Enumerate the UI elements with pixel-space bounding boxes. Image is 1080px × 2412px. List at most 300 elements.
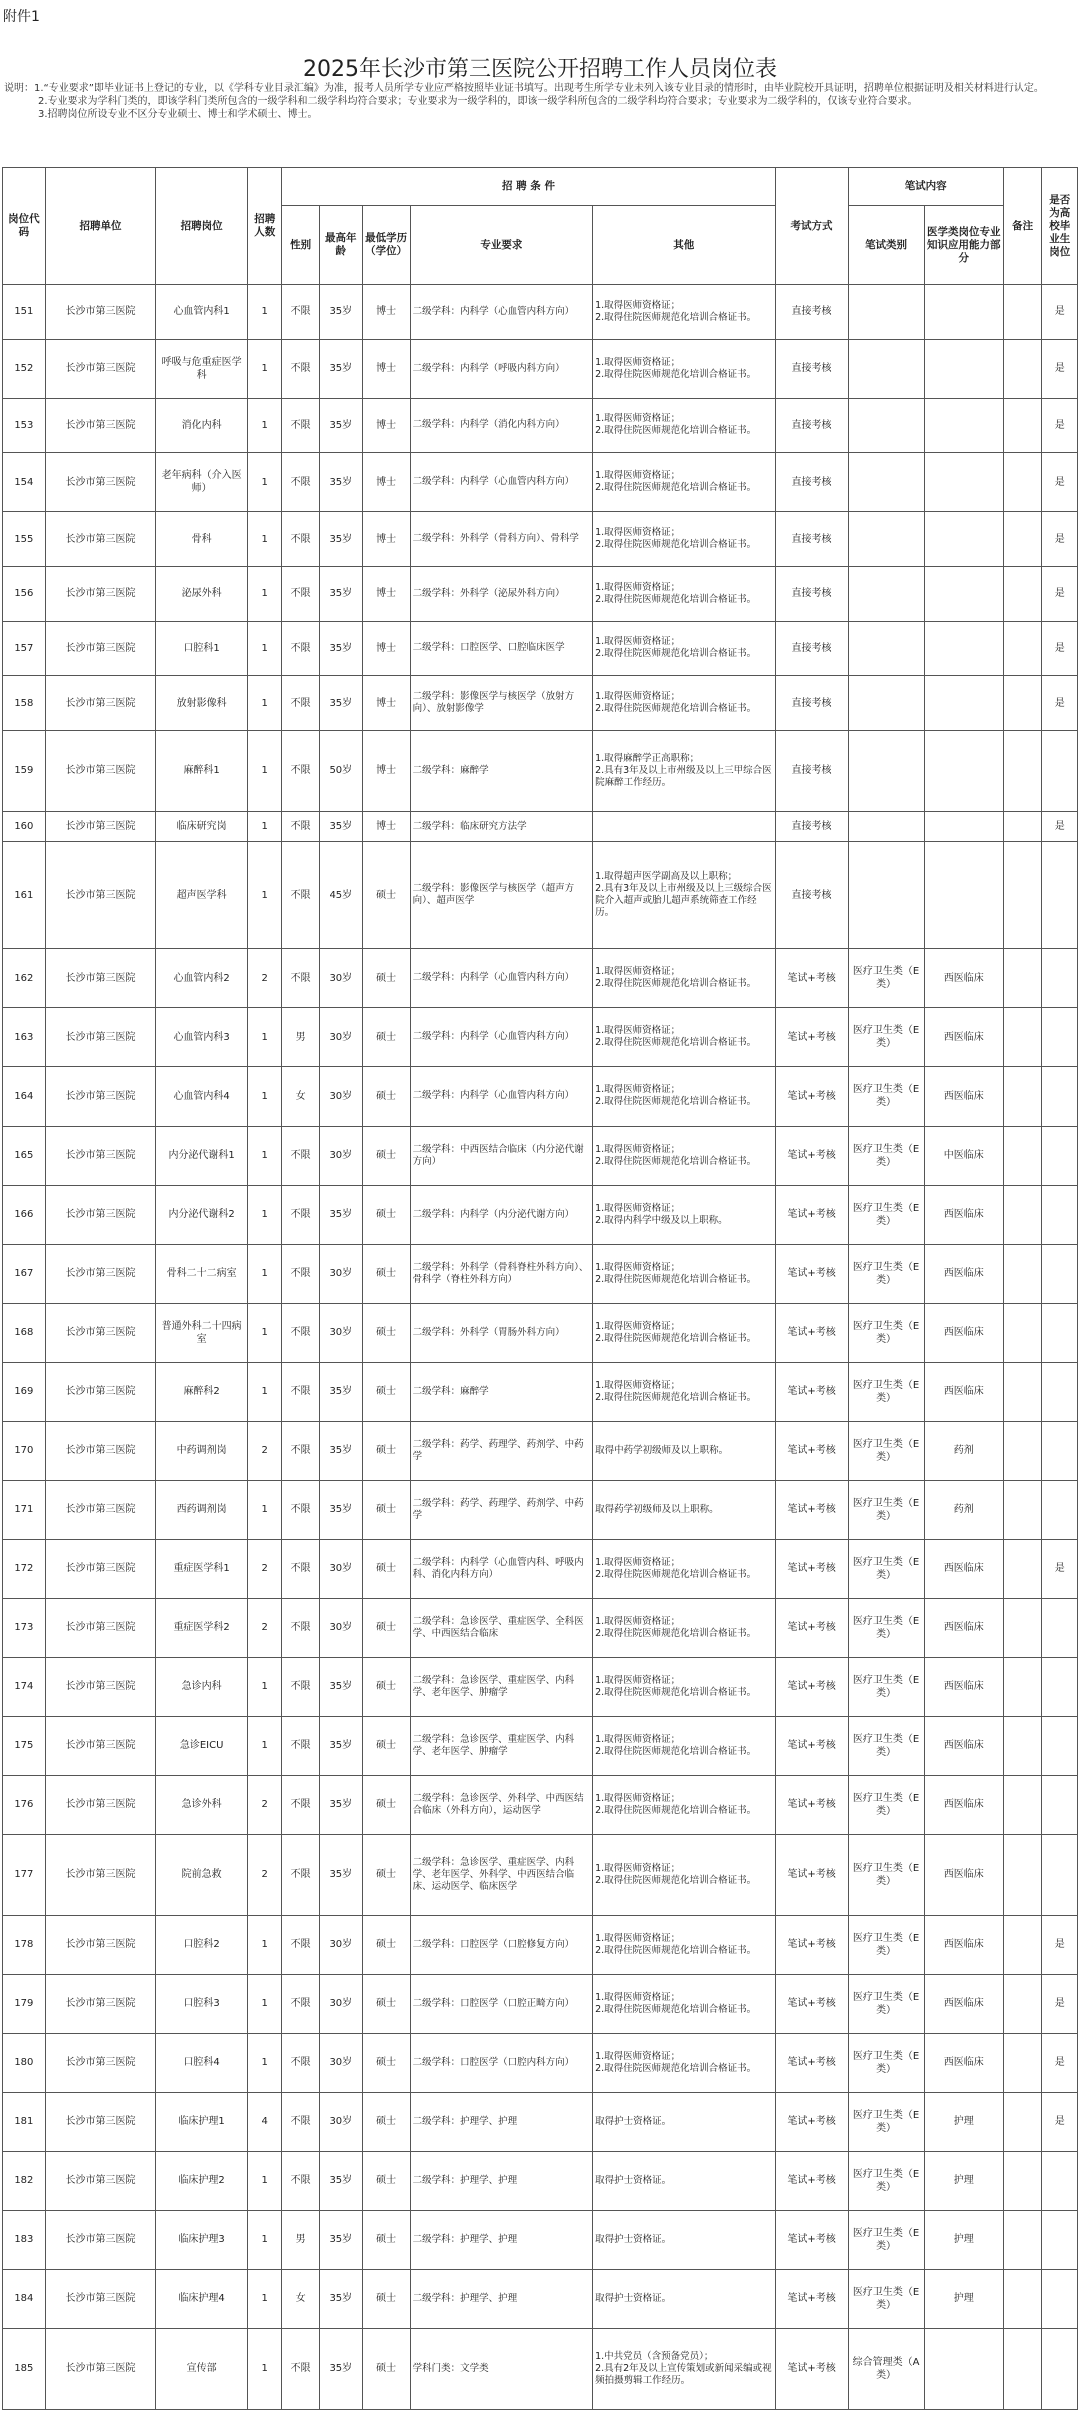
category-cell — [848, 398, 924, 453]
method-cell: 直接考核 — [775, 566, 848, 621]
code-cell: 152 — [3, 339, 46, 398]
count-cell: 1 — [248, 676, 282, 731]
unit-cell: 长沙市第三医院 — [45, 1008, 156, 1067]
post-cell: 超声医学科 — [156, 842, 248, 949]
remark-cell — [1003, 1008, 1042, 1067]
degree-cell: 硕士 — [362, 2151, 410, 2210]
unit-cell: 长沙市第三医院 — [45, 1244, 156, 1303]
major-cell: 二级学科：急诊医学、重症医学、内科学、老年医学、肿瘤学 — [410, 1716, 592, 1775]
category-cell — [848, 811, 924, 842]
remark-cell — [1003, 1716, 1042, 1775]
major-cell: 二级学科：内科学（消化内科方向） — [410, 398, 592, 453]
gender-cell: 不限 — [282, 1185, 320, 1244]
medical-cell: 中医临床 — [924, 1126, 1003, 1185]
gender-cell: 女 — [282, 2269, 320, 2328]
remark-cell — [1003, 842, 1042, 949]
degree-cell: 硕士 — [362, 1244, 410, 1303]
code-cell: 180 — [3, 2033, 46, 2092]
header-gender: 性别 — [282, 206, 320, 285]
major-cell: 二级学科：口腔医学（口腔内科方向） — [410, 2033, 592, 2092]
unit-cell: 长沙市第三医院 — [45, 1362, 156, 1421]
degree-cell: 博士 — [362, 512, 410, 567]
unit-cell: 长沙市第三医院 — [45, 1539, 156, 1598]
table-row — [3, 730, 1078, 811]
degree-cell: 硕士 — [362, 1539, 410, 1598]
grad-cell — [1042, 1716, 1078, 1775]
category-cell: 医疗卫生类（E类） — [848, 2151, 924, 2210]
gender-cell: 不限 — [282, 453, 320, 512]
category-cell: 医疗卫生类（E类） — [848, 1974, 924, 2033]
method-cell: 笔试+考核 — [775, 1303, 848, 1362]
medical-cell — [924, 2328, 1003, 2409]
grad-cell — [1042, 1834, 1078, 1915]
other-cell: 1.取得医师资格证； 2.取得住院医师规范化培训合格证书。 — [593, 1974, 775, 2033]
degree-cell: 硕士 — [362, 1067, 410, 1126]
category-cell: 医疗卫生类（E类） — [848, 2092, 924, 2151]
count-cell: 1 — [248, 1362, 282, 1421]
code-cell: 185 — [3, 2328, 46, 2409]
table-row — [3, 1421, 1078, 1480]
major-cell: 二级学科：临床研究方法学 — [410, 811, 592, 842]
category-cell — [848, 512, 924, 567]
post-cell: 骨科 — [156, 512, 248, 567]
category-cell: 医疗卫生类（E类） — [848, 1834, 924, 1915]
remark-cell — [1003, 1421, 1042, 1480]
age-cell: 30岁 — [319, 2092, 362, 2151]
unit-cell: 长沙市第三医院 — [45, 285, 156, 340]
positions-table-wrapper — [2, 167, 1078, 2410]
method-cell: 笔试+考核 — [775, 1421, 848, 1480]
grad-cell — [1042, 1480, 1078, 1539]
age-cell: 35岁 — [319, 621, 362, 676]
post-cell: 重症医学科2 — [156, 1598, 248, 1657]
post-cell: 麻醉科1 — [156, 730, 248, 811]
count-cell: 2 — [248, 1775, 282, 1834]
medical-cell: 西医临床 — [924, 2033, 1003, 2092]
major-cell: 二级学科：外科学（泌尿外科方向） — [410, 566, 592, 621]
medical-cell: 药剂 — [924, 1480, 1003, 1539]
code-cell: 173 — [3, 1598, 46, 1657]
other-cell: 1.取得医师资格证； 2.取得住院医师规范化培训合格证书。 — [593, 566, 775, 621]
age-cell: 35岁 — [319, 1185, 362, 1244]
degree-cell: 硕士 — [362, 1598, 410, 1657]
count-cell: 1 — [248, 453, 282, 512]
age-cell: 30岁 — [319, 1067, 362, 1126]
unit-cell: 长沙市第三医院 — [45, 2328, 156, 2409]
post-cell: 院前急救 — [156, 1834, 248, 1915]
remark-cell — [1003, 566, 1042, 621]
major-cell: 二级学科：急诊医学、重症医学、内科学、老年医学、肿瘤学 — [410, 1657, 592, 1716]
post-cell: 临床护理2 — [156, 2151, 248, 2210]
major-cell: 二级学科：内科学（呼吸内科方向） — [410, 339, 592, 398]
grad-cell: 是 — [1042, 398, 1078, 453]
post-cell: 中药调剂岗 — [156, 1421, 248, 1480]
unit-cell: 长沙市第三医院 — [45, 1834, 156, 1915]
code-cell: 175 — [3, 1716, 46, 1775]
count-cell: 1 — [248, 1185, 282, 1244]
other-cell: 1.取得医师资格证； 2.取得住院医师规范化培训合格证书。 — [593, 453, 775, 512]
header-conditions: 招 聘 条 件 — [282, 168, 775, 206]
category-cell: 医疗卫生类（E类） — [848, 1716, 924, 1775]
count-cell: 1 — [248, 1480, 282, 1539]
medical-cell — [924, 621, 1003, 676]
count-cell: 1 — [248, 842, 282, 949]
gender-cell: 不限 — [282, 339, 320, 398]
code-cell: 160 — [3, 811, 46, 842]
degree-cell: 硕士 — [362, 2269, 410, 2328]
table-row — [3, 1716, 1078, 1775]
grad-cell — [1042, 1244, 1078, 1303]
method-cell: 笔试+考核 — [775, 1716, 848, 1775]
age-cell: 35岁 — [319, 1716, 362, 1775]
age-cell: 35岁 — [319, 2269, 362, 2328]
header-unit: 招聘单位 — [45, 168, 156, 285]
count-cell: 1 — [248, 1974, 282, 2033]
table-row — [3, 1480, 1078, 1539]
code-cell: 176 — [3, 1775, 46, 1834]
degree-cell: 硕士 — [362, 1974, 410, 2033]
medical-cell — [924, 453, 1003, 512]
age-cell: 45岁 — [319, 842, 362, 949]
remark-cell — [1003, 512, 1042, 567]
header-other: 其他 — [593, 206, 775, 285]
count-cell: 2 — [248, 949, 282, 1008]
header-age: 最高年龄 — [319, 206, 362, 285]
grad-cell — [1042, 2151, 1078, 2210]
code-cell: 174 — [3, 1657, 46, 1716]
count-cell: 1 — [248, 339, 282, 398]
major-cell: 二级学科：口腔医学、口腔临床医学 — [410, 621, 592, 676]
medical-cell — [924, 566, 1003, 621]
age-cell: 30岁 — [319, 1126, 362, 1185]
remark-cell — [1003, 621, 1042, 676]
unit-cell: 长沙市第三医院 — [45, 566, 156, 621]
category-cell: 医疗卫生类（E类） — [848, 1598, 924, 1657]
major-cell: 二级学科：护理学、护理 — [410, 2210, 592, 2269]
table-row — [3, 2151, 1078, 2210]
grad-cell: 是 — [1042, 2092, 1078, 2151]
degree-cell: 硕士 — [362, 1303, 410, 1362]
degree-cell: 博士 — [362, 566, 410, 621]
age-cell: 30岁 — [319, 1008, 362, 1067]
degree-cell: 博士 — [362, 453, 410, 512]
age-cell: 50岁 — [319, 730, 362, 811]
count-cell: 1 — [248, 621, 282, 676]
method-cell: 笔试+考核 — [775, 2151, 848, 2210]
code-cell: 156 — [3, 566, 46, 621]
major-cell: 二级学科：内科学（心血管内科方向） — [410, 453, 592, 512]
medical-cell — [924, 285, 1003, 340]
table-row — [3, 1185, 1078, 1244]
age-cell: 35岁 — [319, 2210, 362, 2269]
gender-cell: 不限 — [282, 1362, 320, 1421]
gender-cell: 不限 — [282, 512, 320, 567]
grad-cell: 是 — [1042, 453, 1078, 512]
code-cell: 171 — [3, 1480, 46, 1539]
post-cell: 心血管内科2 — [156, 949, 248, 1008]
degree-cell: 硕士 — [362, 2210, 410, 2269]
age-cell: 30岁 — [319, 1303, 362, 1362]
category-cell — [848, 676, 924, 731]
category-cell: 医疗卫生类（E类） — [848, 2033, 924, 2092]
remark-cell — [1003, 398, 1042, 453]
medical-cell: 西医临床 — [924, 1598, 1003, 1657]
degree-cell: 博士 — [362, 811, 410, 842]
count-cell: 1 — [248, 2328, 282, 2409]
count-cell: 2 — [248, 1539, 282, 1598]
gender-cell: 男 — [282, 1008, 320, 1067]
count-cell: 1 — [248, 285, 282, 340]
header-post: 招聘岗位 — [156, 168, 248, 285]
remark-cell — [1003, 1362, 1042, 1421]
gender-cell: 不限 — [282, 730, 320, 811]
degree-cell: 硕士 — [362, 1834, 410, 1915]
medical-cell: 西医临床 — [924, 1775, 1003, 1834]
age-cell: 35岁 — [319, 339, 362, 398]
other-cell: 1.取得医师资格证； 2.取得住院医师规范化培训合格证书。 — [593, 1362, 775, 1421]
major-cell: 二级学科：内科学（心血管内科、呼吸内科、消化内科方向） — [410, 1539, 592, 1598]
code-cell: 151 — [3, 285, 46, 340]
category-cell: 医疗卫生类（E类） — [848, 1915, 924, 1974]
method-cell: 直接考核 — [775, 621, 848, 676]
degree-cell: 硕士 — [362, 1775, 410, 1834]
major-cell: 二级学科：内科学（心血管内科方向） — [410, 949, 592, 1008]
post-cell: 心血管内科4 — [156, 1067, 248, 1126]
post-cell: 口腔科4 — [156, 2033, 248, 2092]
code-cell: 179 — [3, 1974, 46, 2033]
major-cell: 二级学科：急诊医学、重症医学、全科医学、中西医结合临床 — [410, 1598, 592, 1657]
grad-cell — [1042, 1657, 1078, 1716]
remark-cell — [1003, 1480, 1042, 1539]
medical-cell: 西医临床 — [924, 1185, 1003, 1244]
degree-cell: 硕士 — [362, 1126, 410, 1185]
category-cell: 医疗卫生类（E类） — [848, 1303, 924, 1362]
gender-cell: 不限 — [282, 1716, 320, 1775]
other-cell: 1.取得医师资格证； 2.取得住院医师规范化培训合格证书。 — [593, 1915, 775, 1974]
gender-cell: 不限 — [282, 1480, 320, 1539]
method-cell: 笔试+考核 — [775, 1598, 848, 1657]
code-cell: 157 — [3, 621, 46, 676]
unit-cell: 长沙市第三医院 — [45, 2151, 156, 2210]
code-cell: 169 — [3, 1362, 46, 1421]
other-cell — [593, 811, 775, 842]
other-cell: 1.取得医师资格证； 2.取得住院医师规范化培训合格证书。 — [593, 1834, 775, 1915]
gender-cell: 不限 — [282, 398, 320, 453]
post-cell: 临床护理4 — [156, 2269, 248, 2328]
grad-cell: 是 — [1042, 339, 1078, 398]
degree-cell: 硕士 — [362, 1657, 410, 1716]
header-grad: 是否为高校毕业生岗位 — [1042, 168, 1078, 285]
post-cell: 呼吸与危重症医学科 — [156, 339, 248, 398]
major-cell: 二级学科：中西医结合临床（内分泌代谢方向） — [410, 1126, 592, 1185]
code-cell: 159 — [3, 730, 46, 811]
category-cell: 医疗卫生类（E类） — [848, 1008, 924, 1067]
code-cell: 182 — [3, 2151, 46, 2210]
other-cell: 1.取得医师资格证； 2.取得住院医师规范化培训合格证书。 — [593, 512, 775, 567]
category-cell — [848, 453, 924, 512]
gender-cell: 不限 — [282, 1539, 320, 1598]
degree-cell: 硕士 — [362, 2033, 410, 2092]
age-cell: 35岁 — [319, 398, 362, 453]
table-row — [3, 285, 1078, 340]
post-cell: 宣传部 — [156, 2328, 248, 2409]
category-cell — [848, 842, 924, 949]
unit-cell: 长沙市第三医院 — [45, 1974, 156, 2033]
gender-cell: 不限 — [282, 2328, 320, 2409]
remark-cell — [1003, 1539, 1042, 1598]
method-cell: 笔试+考核 — [775, 1915, 848, 1974]
grad-cell: 是 — [1042, 566, 1078, 621]
table-row — [3, 842, 1078, 949]
method-cell: 笔试+考核 — [775, 2328, 848, 2409]
code-cell: 155 — [3, 512, 46, 567]
table-row — [3, 676, 1078, 731]
major-cell: 二级学科：影像医学与核医学（超声方向）、超声医学 — [410, 842, 592, 949]
gender-cell: 男 — [282, 2210, 320, 2269]
other-cell: 1.取得医师资格证； 2.取得住院医师规范化培训合格证书。 — [593, 398, 775, 453]
method-cell: 直接考核 — [775, 398, 848, 453]
method-cell: 笔试+考核 — [775, 949, 848, 1008]
table-row — [3, 1834, 1078, 1915]
remark-cell — [1003, 285, 1042, 340]
table-row — [3, 339, 1078, 398]
unit-cell: 长沙市第三医院 — [45, 2210, 156, 2269]
category-cell — [848, 621, 924, 676]
age-cell: 30岁 — [319, 1915, 362, 1974]
method-cell: 笔试+考核 — [775, 2092, 848, 2151]
grad-cell — [1042, 1008, 1078, 1067]
unit-cell: 长沙市第三医院 — [45, 621, 156, 676]
table-row — [3, 566, 1078, 621]
count-cell: 1 — [248, 2269, 282, 2328]
count-cell: 1 — [248, 1716, 282, 1775]
major-cell: 二级学科：内科学（心血管内科方向） — [410, 285, 592, 340]
other-cell: 1.取得医师资格证； 2.取得住院医师规范化培训合格证书。 — [593, 1539, 775, 1598]
major-cell: 二级学科：护理学、护理 — [410, 2269, 592, 2328]
unit-cell: 长沙市第三医院 — [45, 2033, 156, 2092]
medical-cell — [924, 676, 1003, 731]
table-row — [3, 1915, 1078, 1974]
age-cell: 30岁 — [319, 1598, 362, 1657]
degree-cell: 博士 — [362, 676, 410, 731]
code-cell: 154 — [3, 453, 46, 512]
header-medical: 医学类岗位专业知识应用能力部分 — [924, 206, 1003, 285]
unit-cell: 长沙市第三医院 — [45, 1716, 156, 1775]
grad-cell: 是 — [1042, 512, 1078, 567]
table-row — [3, 1657, 1078, 1716]
count-cell: 1 — [248, 1657, 282, 1716]
unit-cell: 长沙市第三医院 — [45, 842, 156, 949]
other-cell: 取得护士资格证。 — [593, 2210, 775, 2269]
category-cell: 医疗卫生类（E类） — [848, 1244, 924, 1303]
remark-cell — [1003, 1126, 1042, 1185]
grad-cell: 是 — [1042, 2033, 1078, 2092]
major-cell: 二级学科：急诊医学、重症医学、内科学、老年医学、外科学、中西医结合临床、运动医学、临床医学 — [410, 1834, 592, 1915]
post-cell: 西药调剂岗 — [156, 1480, 248, 1539]
remark-cell — [1003, 1185, 1042, 1244]
degree-cell: 博士 — [362, 398, 410, 453]
method-cell: 笔试+考核 — [775, 2033, 848, 2092]
count-cell: 1 — [248, 1008, 282, 1067]
other-cell: 1.取得医师资格证； 2.取得住院医师规范化培训合格证书。 — [593, 2033, 775, 2092]
degree-cell: 博士 — [362, 339, 410, 398]
degree-cell: 博士 — [362, 285, 410, 340]
post-cell: 消化内科 — [156, 398, 248, 453]
method-cell: 笔试+考核 — [775, 1974, 848, 2033]
count-cell: 1 — [248, 2151, 282, 2210]
remark-cell — [1003, 2328, 1042, 2409]
grad-cell — [1042, 1126, 1078, 1185]
other-cell: 1.中共党员（含预备党员）； 2.具有2年及以上宣传策划或新闻采编或视频拍摄剪辑工作经历。 — [593, 2328, 775, 2409]
unit-cell: 长沙市第三医院 — [45, 1915, 156, 1974]
grad-cell: 是 — [1042, 621, 1078, 676]
gender-cell: 不限 — [282, 1126, 320, 1185]
gender-cell: 不限 — [282, 1421, 320, 1480]
remark-cell — [1003, 2151, 1042, 2210]
other-cell: 1.取得医师资格证； 2.取得住院医师规范化培训合格证书。 — [593, 1775, 775, 1834]
table-row — [3, 949, 1078, 1008]
grad-cell: 是 — [1042, 676, 1078, 731]
other-cell: 1.取得超声医学副高及以上职称； 2.具有3年及以上市州级及以上三级综合医院介入超声或胎儿超声系统筛查工作经历。 — [593, 842, 775, 949]
code-cell: 172 — [3, 1539, 46, 1598]
degree-cell: 硕士 — [362, 1915, 410, 1974]
post-cell: 口腔科2 — [156, 1915, 248, 1974]
count-cell: 1 — [248, 1915, 282, 1974]
unit-cell: 长沙市第三医院 — [45, 1657, 156, 1716]
table-row — [3, 1598, 1078, 1657]
major-cell: 二级学科：外科学（胃肠外科方向） — [410, 1303, 592, 1362]
post-cell: 急诊内科 — [156, 1657, 248, 1716]
other-cell: 1.取得医师资格证； 2.取得住院医师规范化培训合格证书。 — [593, 676, 775, 731]
other-cell: 1.取得医师资格证； 2.取得住院医师规范化培训合格证书。 — [593, 1067, 775, 1126]
table-row — [3, 512, 1078, 567]
other-cell: 取得护士资格证。 — [593, 2151, 775, 2210]
grad-cell: 是 — [1042, 1915, 1078, 1974]
table-row — [3, 1303, 1078, 1362]
medical-cell: 西医临床 — [924, 1834, 1003, 1915]
count-cell: 1 — [248, 1303, 282, 1362]
post-cell: 口腔科3 — [156, 1974, 248, 2033]
age-cell: 35岁 — [319, 1480, 362, 1539]
category-cell: 医疗卫生类（E类） — [848, 1067, 924, 1126]
major-cell: 二级学科：影像医学与核医学（放射方向）、放射影像学 — [410, 676, 592, 731]
code-cell: 183 — [3, 2210, 46, 2269]
gender-cell: 不限 — [282, 2092, 320, 2151]
table-row — [3, 398, 1078, 453]
header-written: 笔试内容 — [848, 168, 1003, 206]
medical-cell: 西医临床 — [924, 1244, 1003, 1303]
medical-cell: 西医临床 — [924, 949, 1003, 1008]
header-code: 岗位代码 — [3, 168, 46, 285]
code-cell: 166 — [3, 1185, 46, 1244]
major-cell: 二级学科：外科学（骨科方向）、骨科学 — [410, 512, 592, 567]
method-cell: 直接考核 — [775, 730, 848, 811]
degree-cell: 硕士 — [362, 1421, 410, 1480]
post-cell: 口腔科1 — [156, 621, 248, 676]
count-cell: 2 — [248, 1598, 282, 1657]
major-cell: 二级学科：护理学、护理 — [410, 2092, 592, 2151]
header-remark: 备注 — [1003, 168, 1042, 285]
category-cell: 医疗卫生类（E类） — [848, 1775, 924, 1834]
method-cell: 直接考核 — [775, 676, 848, 731]
post-cell: 骨科二十二病室 — [156, 1244, 248, 1303]
category-cell: 医疗卫生类（E类） — [848, 2269, 924, 2328]
degree-cell: 硕士 — [362, 949, 410, 1008]
other-cell: 取得中药学初级师及以上职称。 — [593, 1421, 775, 1480]
code-cell: 158 — [3, 676, 46, 731]
age-cell: 35岁 — [319, 453, 362, 512]
unit-cell: 长沙市第三医院 — [45, 1480, 156, 1539]
